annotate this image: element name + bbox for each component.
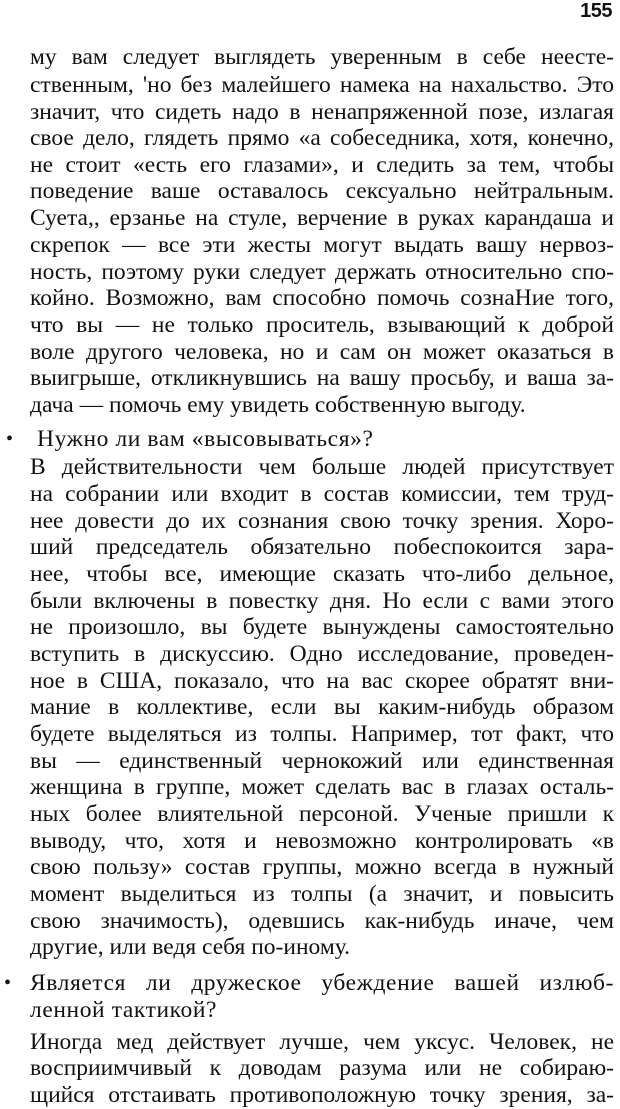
text-line: скрепок — все эти жесты могут выдать вашу нервоз-: [30, 232, 614, 258]
text-line: Суета,, ерзанье на стуле, верчение в руках карандаша и: [30, 205, 614, 231]
text-line: му вам следует выглядеть уверенным в себе неесте-: [30, 44, 614, 70]
text-line: выигрыше, откликнувшись на вашу просьбу, и ваша за-: [30, 365, 614, 391]
text-line: В действительности чем больше людей присутствует: [30, 454, 614, 480]
section-heading: ленной тактикой?: [30, 997, 218, 1023]
text-line: ший председатель обязательно побеспокоится зара-: [30, 534, 614, 560]
text-line: койно. Возможно, вам способно помочь сознаНие того,: [30, 285, 614, 311]
text-line: дача — помочь ему увидеть собственную выгоду.: [30, 392, 526, 418]
text-line: нее довести до их сознания свою точку зрения. Хоро-: [30, 508, 614, 534]
text-line: свою значимость), одевшись как-нибудь иначе, чем: [30, 908, 614, 934]
text-line: вступить в дискуссию. Одно исследование, проведен-: [30, 641, 614, 667]
text-line: воле другого человека, но и сам он может оказаться в: [30, 339, 614, 365]
text-line: ное в США, показало, что на вас скорее обратят вни-: [30, 668, 614, 694]
text-line: были включены в повестку дня. Но если с вами этого: [30, 588, 614, 614]
text-line: восприимчивый к доводам разума или не собираю-: [30, 1055, 614, 1081]
text-line: вы — единственный чернокожий или единственная: [30, 748, 614, 774]
section-heading: Является ли дружеское убеждение вашей излюб-: [30, 970, 614, 996]
text-line: значит, что сидеть надо в ненапряженной позе, излагая: [30, 99, 614, 125]
text-line: другие, или ведя себя по-иному.: [30, 934, 350, 960]
text-line: ность, поэтому руки следует держать относительно спо-: [30, 259, 614, 285]
text-line: на собрании или входит в состав комиссии, тем труд-: [30, 481, 614, 507]
text-line: щийся отстаивать противоположную точку зрения, за-: [30, 1082, 614, 1108]
section-heading: Нужно ли вам «высовываться»?: [37, 426, 374, 452]
text-line: нее, чтобы все, имеющие сказать что-либо дельное,: [30, 561, 614, 587]
text-line: ственным, 'но без малейшего намека на нахальство. Это: [30, 72, 614, 98]
text-line: что вы — не только проситель, взывающий к доброй: [30, 312, 614, 338]
text-line: ных более влиятельной персоной. Ученые пришли к: [30, 801, 614, 827]
text-line: будете выделяться из толпы. Например, тот факт, что: [30, 721, 614, 747]
text-line: свою пользу» состав группы, можно всегда в нужный: [30, 854, 614, 880]
text-line: момент выделиться из толпы (а значит, и повысить: [30, 881, 614, 907]
text-line: не стоит «есть его глазами», и следить за тем, чтобы: [30, 152, 614, 178]
bullet-icon: •: [4, 972, 12, 994]
page-number: 155: [580, 0, 612, 22]
text-line: выводу, что, хотя и невозможно контролировать «в: [30, 828, 614, 854]
text-line: свое дело, глядеть прямо «а собеседника, хотя, конечно,: [30, 125, 614, 151]
text-line: Иногда мед действует лучше, чем уксус. Человек, не: [30, 1029, 614, 1055]
text-line: мание в коллективе, если вы каким-нибудь образом: [30, 694, 614, 720]
text-line: поведение ваше оставалось сексуально нейтральным.: [30, 178, 614, 204]
text-line: женщина в группе, может сделать вас в глазах осталь-: [30, 774, 614, 800]
text-line: не произошло, вы будете вынуждены самостоятельно: [30, 614, 614, 640]
bullet-icon: •: [6, 428, 14, 450]
